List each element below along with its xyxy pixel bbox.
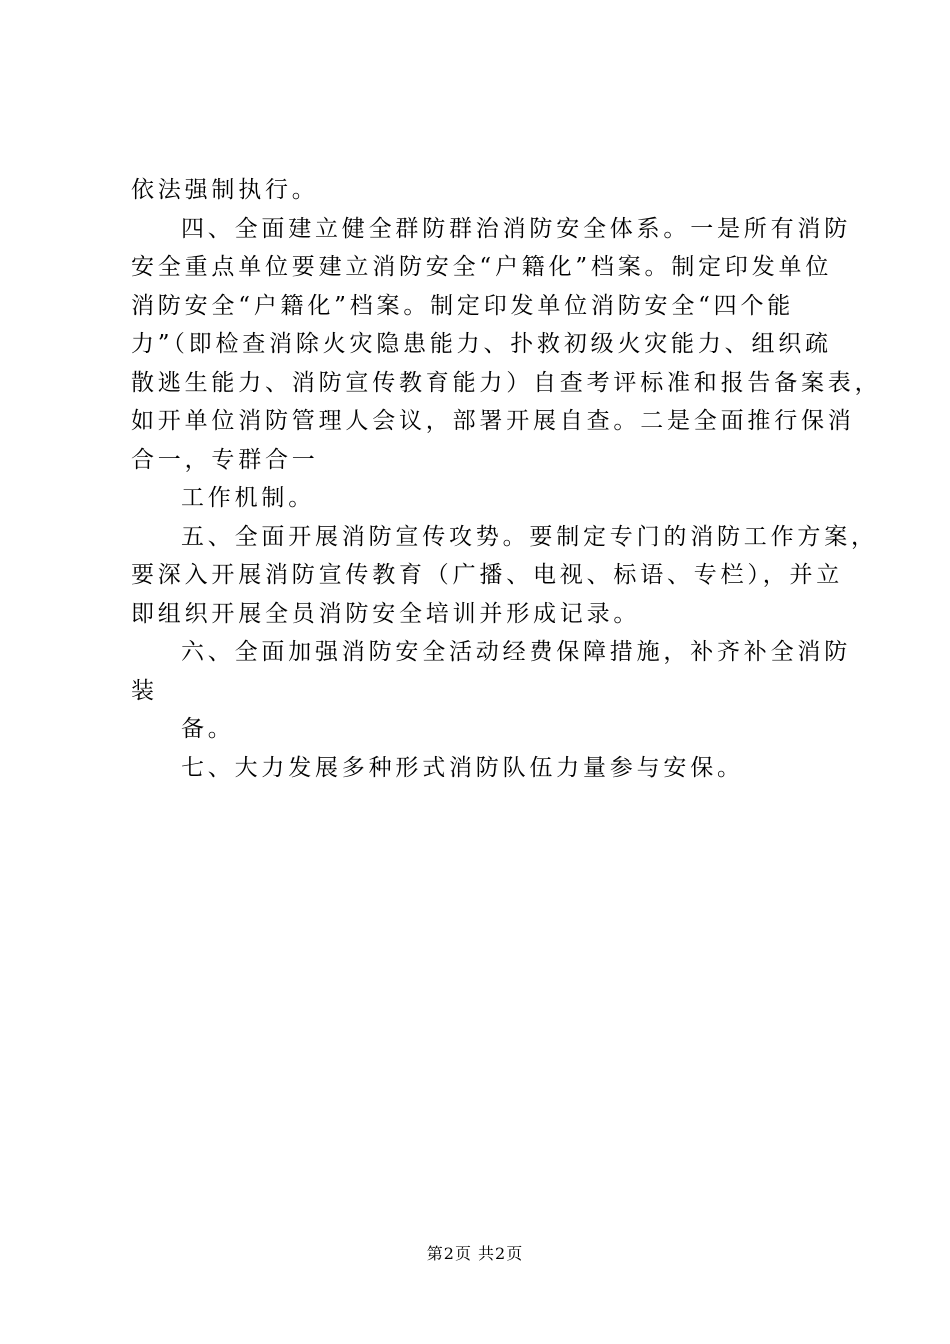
text-line: 消防安全“户籍化”档案。制定印发单位消防安全“四个能	[131, 292, 795, 319]
text-line: 四、全面建立健全群防群治消防安全体系。一是所有消防	[181, 215, 851, 242]
text-line: 六、全面加强消防安全活动经费保障措施，补齐补全消防	[181, 639, 851, 665]
text-line: 如开单位消防管理人会议，部署开展自查。二是全面推行保消	[131, 408, 855, 434]
text-line: 依法强制执行。	[131, 177, 319, 203]
text-line: 力”（即检查消除火灾隐患能力、扑救初级火灾能力、组织疏	[131, 331, 832, 357]
text-line: 要深入开展消防宣传教育（广播、电视、标语、专栏），并立	[131, 562, 844, 588]
text-line: 装	[131, 677, 158, 704]
page-footer	[0, 1244, 950, 1264]
text-line: 即组织开展全员消防安全培训并形成记录。	[131, 600, 641, 627]
text-line: 合一，专群合一	[131, 446, 319, 473]
text-line: 备。	[181, 716, 235, 742]
page-number: 第2页 共2页	[426, 1244, 524, 1263]
text-line: 安全重点单位要建立消防安全“户籍化”档案。制定印发单位	[131, 254, 833, 280]
text-line: 五、全面开展消防宣传攻势。要制定专门的消防工作方案，	[181, 523, 878, 550]
document-body	[131, 171, 882, 787]
text-line: 工作机制。	[181, 485, 315, 511]
text-line: 散逃生能力、消防宣传教育能力）自查考评标准和报告备案表，	[131, 369, 882, 396]
text-line: 七、大力发展多种形式消防队伍力量参与安保。	[181, 754, 744, 781]
